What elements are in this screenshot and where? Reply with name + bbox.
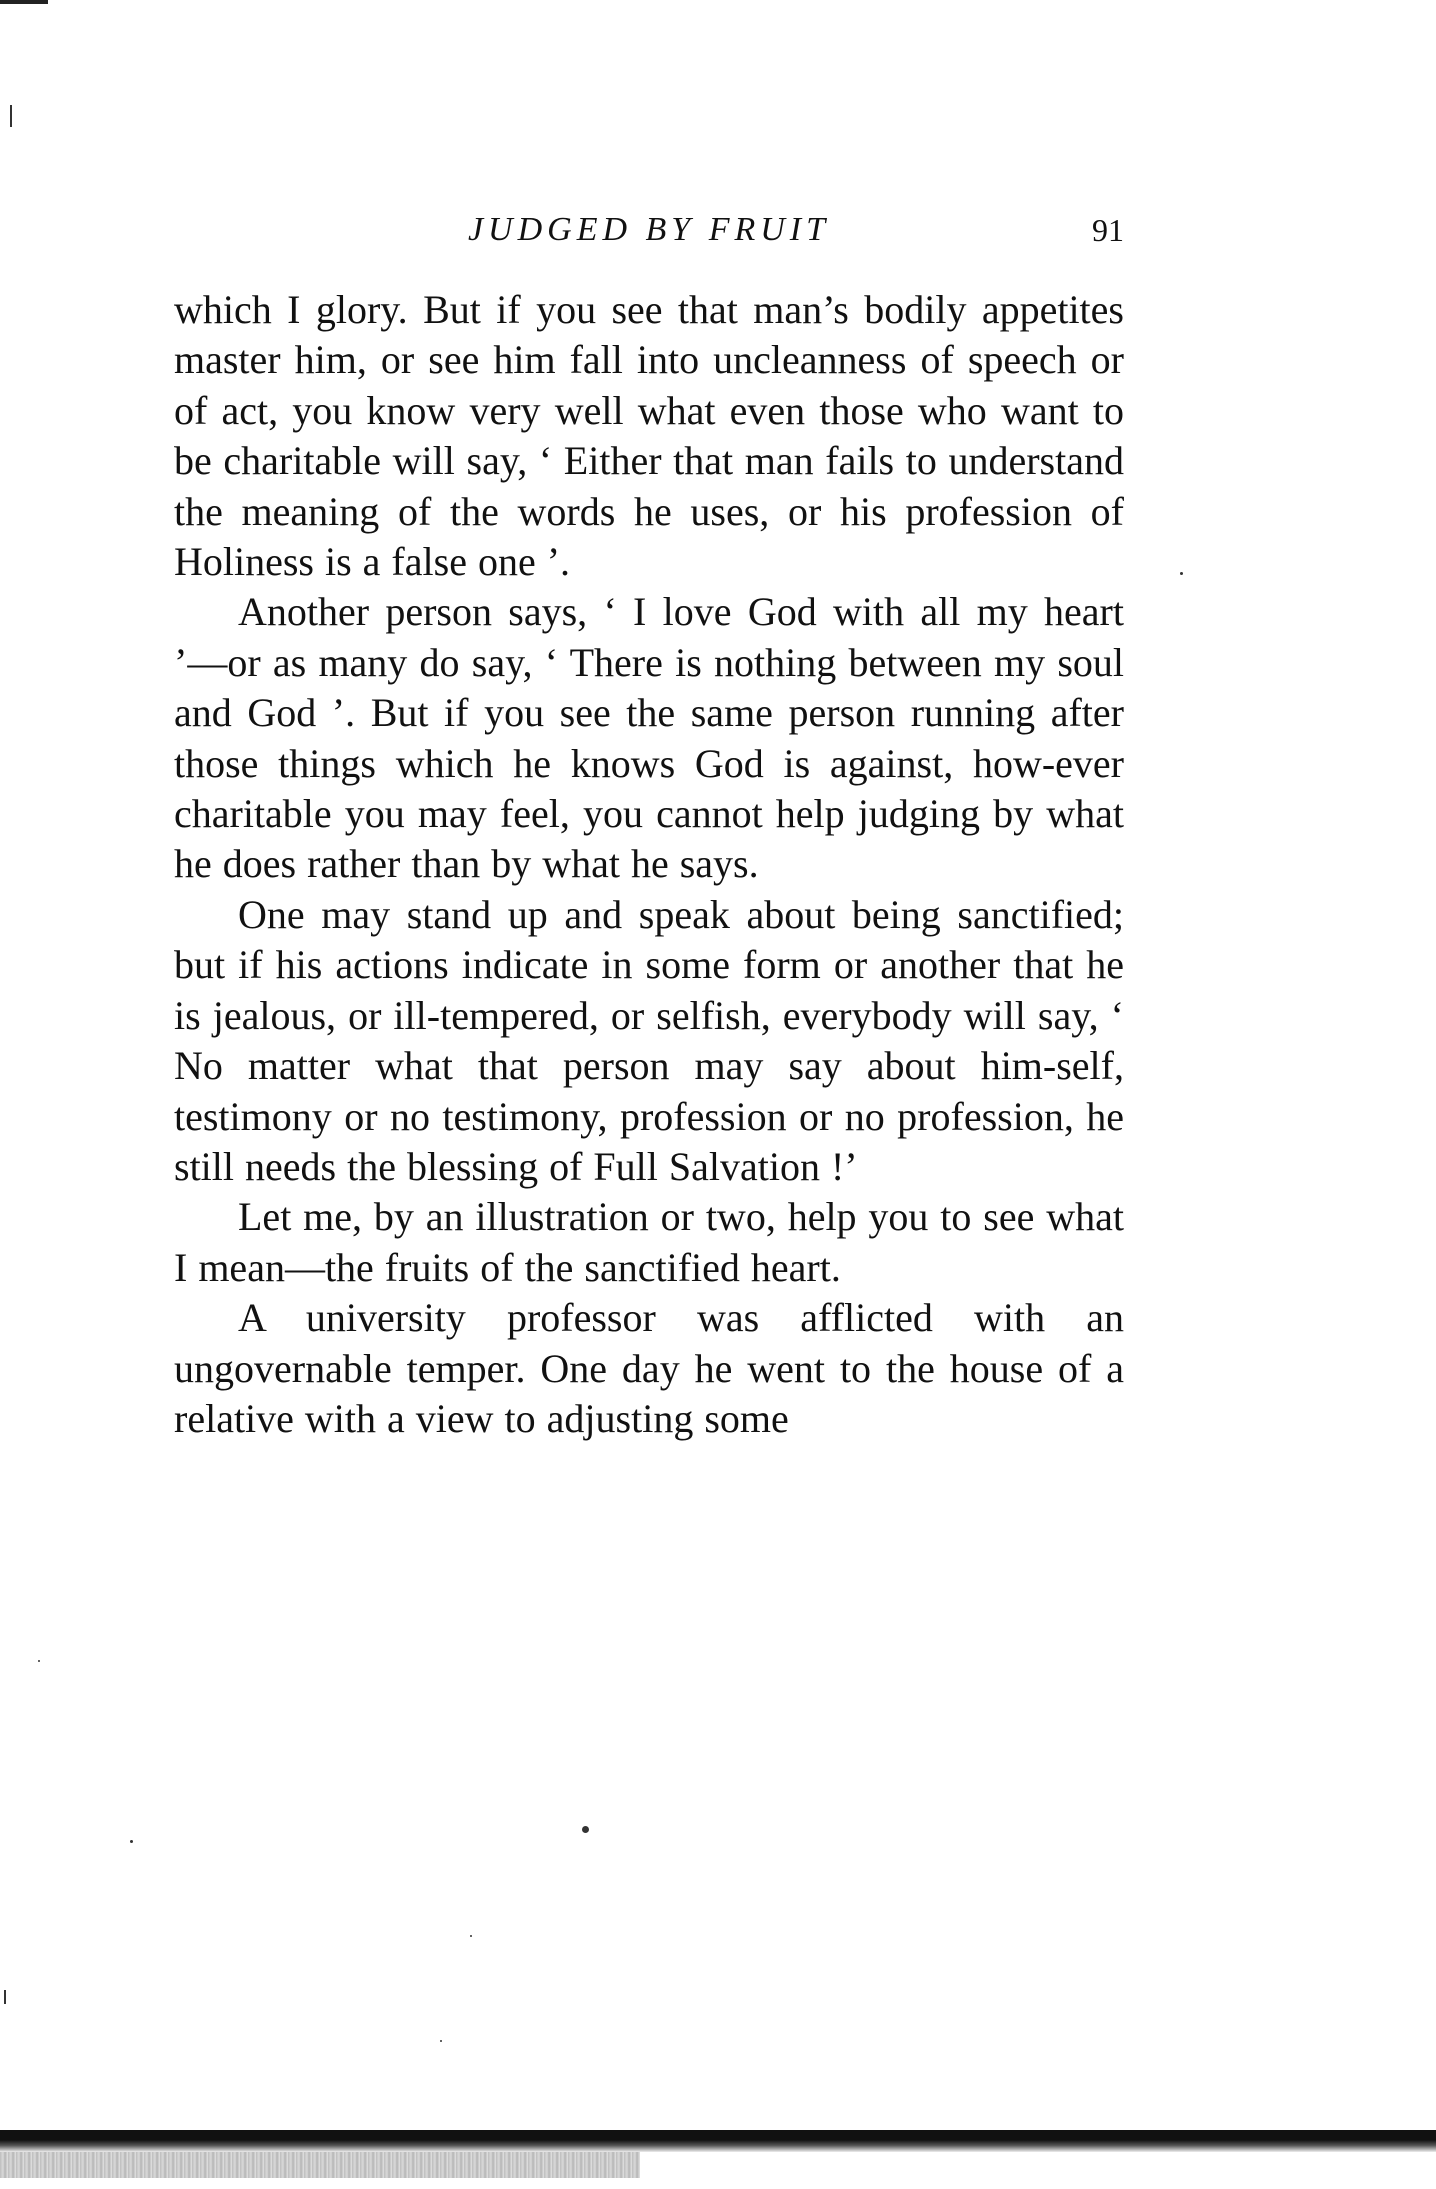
paragraph: A university professor was afflicted with an ungovernable temper. One day he went to the house of a relative with a view to adjusting some <box>174 1295 1124 1441</box>
body-text <box>174 285 1124 1444</box>
scan-speck <box>440 2040 442 2042</box>
scan-margin-mark <box>4 1990 6 2004</box>
scan-bottom-edge <box>0 2130 1436 2152</box>
running-title: JUDGED BY FRUIT <box>467 211 831 248</box>
scan-margin-mark <box>10 105 12 127</box>
scan-speck <box>130 1840 133 1843</box>
paragraph: Let me, by an illustration or two, help you to see what I mean—the fruits of the sanctified heart. <box>174 1194 1124 1290</box>
paragraph: One may stand up and speak about being sanctified; but if his actions indicate in some form or another that he is jealous, or ill-tempered, or selfish, everybody will say, ‘ No matter what that person may say about him-self, testimony or no testimony, profession or no profession, he still needs the blessing of Full Salvation !’ <box>174 891 1124 1189</box>
scan-edge-mark <box>0 0 48 4</box>
paragraph-continued: which I glory. But if you see that man’s bodily appetites master him, or see him fall into uncleanness of speech or of act, you know very well what even those who want to be charitable will say, ‘ Either that man fails to understand the meaning of the words he uses, or his profession of Holiness is a false one ’. <box>174 287 1124 585</box>
scan-speck <box>470 1935 472 1937</box>
running-head <box>174 205 1124 255</box>
scan-speck <box>582 1826 589 1833</box>
paragraph: Another person says, ‘ I love God with all my heart ’—or as many do say, ‘ There is nothing between my soul and God ’. But if you see the same person running after those things which he knows God is against, how-ever charitable you may feel, you cannot help judging by what he does rather than by what he says. <box>174 589 1124 887</box>
scan-speck <box>38 1660 40 1662</box>
scan-bottom-noise <box>0 2152 640 2178</box>
scan-speck <box>1180 572 1183 575</box>
page-number: 91 <box>1092 212 1124 248</box>
